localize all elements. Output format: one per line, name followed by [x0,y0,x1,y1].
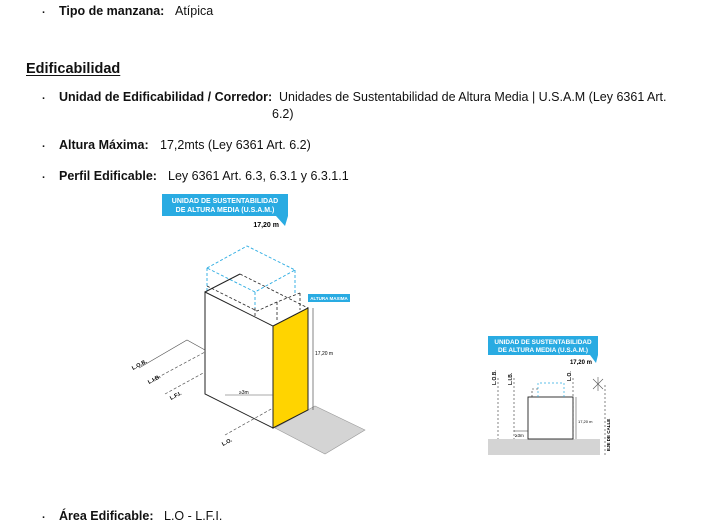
bullet: . [42,90,46,102]
section-diagram [484,333,614,458]
unidad-value-line2: 6.2) [272,107,294,121]
bullet: . [42,169,46,181]
altura-label: Altura Máxima: [59,138,149,152]
line-lob: L.O.B. [131,358,149,372]
section-lob: L.O.B. [492,370,498,385]
iso-setback: ≥3m [239,390,249,396]
manzana-value: Atípica [175,4,214,18]
area-value: L.O - L.F.I. [164,509,223,523]
upper-volume-top [207,246,295,292]
banner-height: 17,20 m [253,222,279,229]
perfil-label: Perfil Edificable: [59,169,157,183]
section-title: Edificabilidad [26,61,121,77]
perfil-value: Ley 6361 Art. 6.3, 6.3.1 y 6.3.1.1 [168,169,349,183]
altura-value: 17,2mts (Ley 6361 Art. 6.2) [160,138,311,152]
bullet: . [42,509,46,521]
section-lo: L.O. [567,371,573,381]
manzana-label: Tipo de manzana: [59,4,165,18]
section-ground [488,439,600,455]
isometric-diagram [125,190,385,458]
section-lib: L.I.B. [508,372,514,385]
line-lib: L.I.B. [147,374,162,386]
building-side [205,292,273,428]
bullet: . [42,4,46,16]
section-banner-line2: DE ALTURA MEDIA (U.S.A.M.) [497,347,589,354]
bullet: . [42,138,46,150]
section-banner-height: 17,20 m [569,360,592,366]
section-setback: ≥3m [515,433,524,438]
altura-tag-text: ALTURA MAXIMA [310,296,348,301]
unidad-label: Unidad de Edificabilidad / Corredor: [59,90,273,104]
section-building [528,397,573,439]
section-banner-line1: UNIDAD DE SUSTENTABILIDAD [494,339,592,346]
iso-height-label: 17,20 m [315,351,334,357]
unidad-value-line1: Unidades de Sustentabilidad de Altura Media | U.S.A.M (Ley 6361 Art. [279,90,667,104]
section-axis: EJE DE CALLE [606,418,611,451]
area-label: Área Edificable: [59,509,154,523]
line-lo: L.O. [221,437,234,448]
line-lfi: L.F.I. [169,390,183,402]
banner-line2: DE ALTURA MEDIA (U.S.A.M.) [175,207,275,214]
facade [273,308,308,428]
banner-line1: UNIDAD DE SUSTENTABILIDAD [171,198,279,205]
section-height-label: 17,20 m [578,419,593,424]
